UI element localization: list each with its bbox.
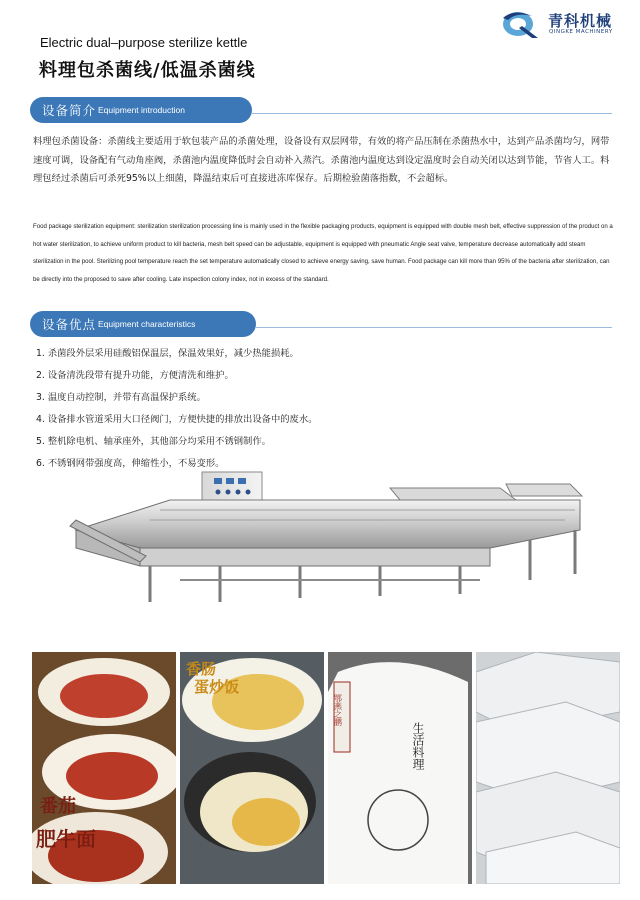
feature-item: 5. 整机除电机、轴承座外，其他部分均采用不锈钢制作。 [36, 436, 271, 447]
intro-divider [252, 113, 612, 114]
intro-heading-en: Equipment introduction [98, 105, 185, 115]
feature-item: 1. 杀菌段外层采用硅酸铝保温层，保温效果好，减少热能损耗。 [36, 348, 299, 359]
intro-heading [30, 97, 252, 123]
retort-pouch-photo [328, 652, 472, 884]
tomato-beef-noodle-bowl-photo [32, 652, 176, 884]
page-title-en: Electric dual–purpose sterilize kettle [40, 35, 248, 50]
intro-text-en: Food package sterilization equipment: sterilization sterilization processing line is mainly used in the flexible packaging products, equipment is equipped with double mesh belt, effective suppression of the product on a hot water sterilization, to achieve uniform product to kill bacteria, mesh belt speed can be adjustable, equipment is equipped with pneumatic Angle seat valve, temperature decrease automatically add steam sterilization in the pool. Sterilizing pool temperature reach the set temperature automatically closed to achieve energy saving, save human. Food package can kill more than 95% of the bacteria after sterilization, can be directly into the proposed to save after cooling. Late inspection colony index, not in excess of the standard. [33, 223, 613, 283]
feature-item: 4. 设备排水管道采用大口径阀门，方便快捷的排放出设备中的废水。 [36, 414, 318, 425]
intro-heading-cn: 设备简介 [42, 103, 97, 118]
intro-text-cn: 料理包杀菌设备：杀菌线主要适用于软包装产品的杀菌处理，设备设有双层网带，有效的将产品压制在杀菌热水中，达到产品杀菌均匀，网带速度可调，设备配有气动角座阀，杀菌池内温度降低时会自动补入蒸汽。杀菌池内温度达到设定温度时会自动关闭以达到节能，节省人工。料理包经过杀菌后可杀死95%以上细菌，降温结束后可直接进冻库保存。后期检验菌落指数，不会超标。 [33, 136, 610, 184]
photo-label: 肥牛面 [36, 827, 96, 851]
features-heading-en: Equipment characteristics [98, 319, 196, 329]
brand-name: 青科机械 [548, 12, 613, 30]
sausage-fried-rice-bowl-photo [180, 652, 324, 884]
brand-sub: QINGKE MACHINERY [549, 29, 613, 35]
photo-label: 生活料理 [411, 722, 425, 770]
photo-label: 香肠 [186, 660, 217, 678]
pouch-pile-photo [476, 652, 620, 884]
features-heading [30, 311, 256, 337]
features-heading-cn: 设备优点 [42, 317, 97, 332]
photo-label: 番茄 [40, 796, 76, 817]
photo-label: 鄂燕之鹏 [333, 694, 343, 726]
features-divider [256, 327, 612, 328]
feature-list [36, 343, 317, 475]
feature-item: 6. 不锈钢网带强度高，伸缩性小，不易变形。 [36, 458, 225, 469]
feature-item: 3. 温度自动控制，并带有高温保护系统。 [36, 392, 206, 403]
page-title-cn: 料理包杀菌线/低温杀菌线 [39, 60, 256, 81]
feature-item: 2. 设备清洗段带有提升功能，方便清洗和维护。 [36, 370, 234, 381]
photo-label: 蛋炒饭 [194, 678, 240, 696]
sterilization-line-machine-image [60, 470, 590, 610]
